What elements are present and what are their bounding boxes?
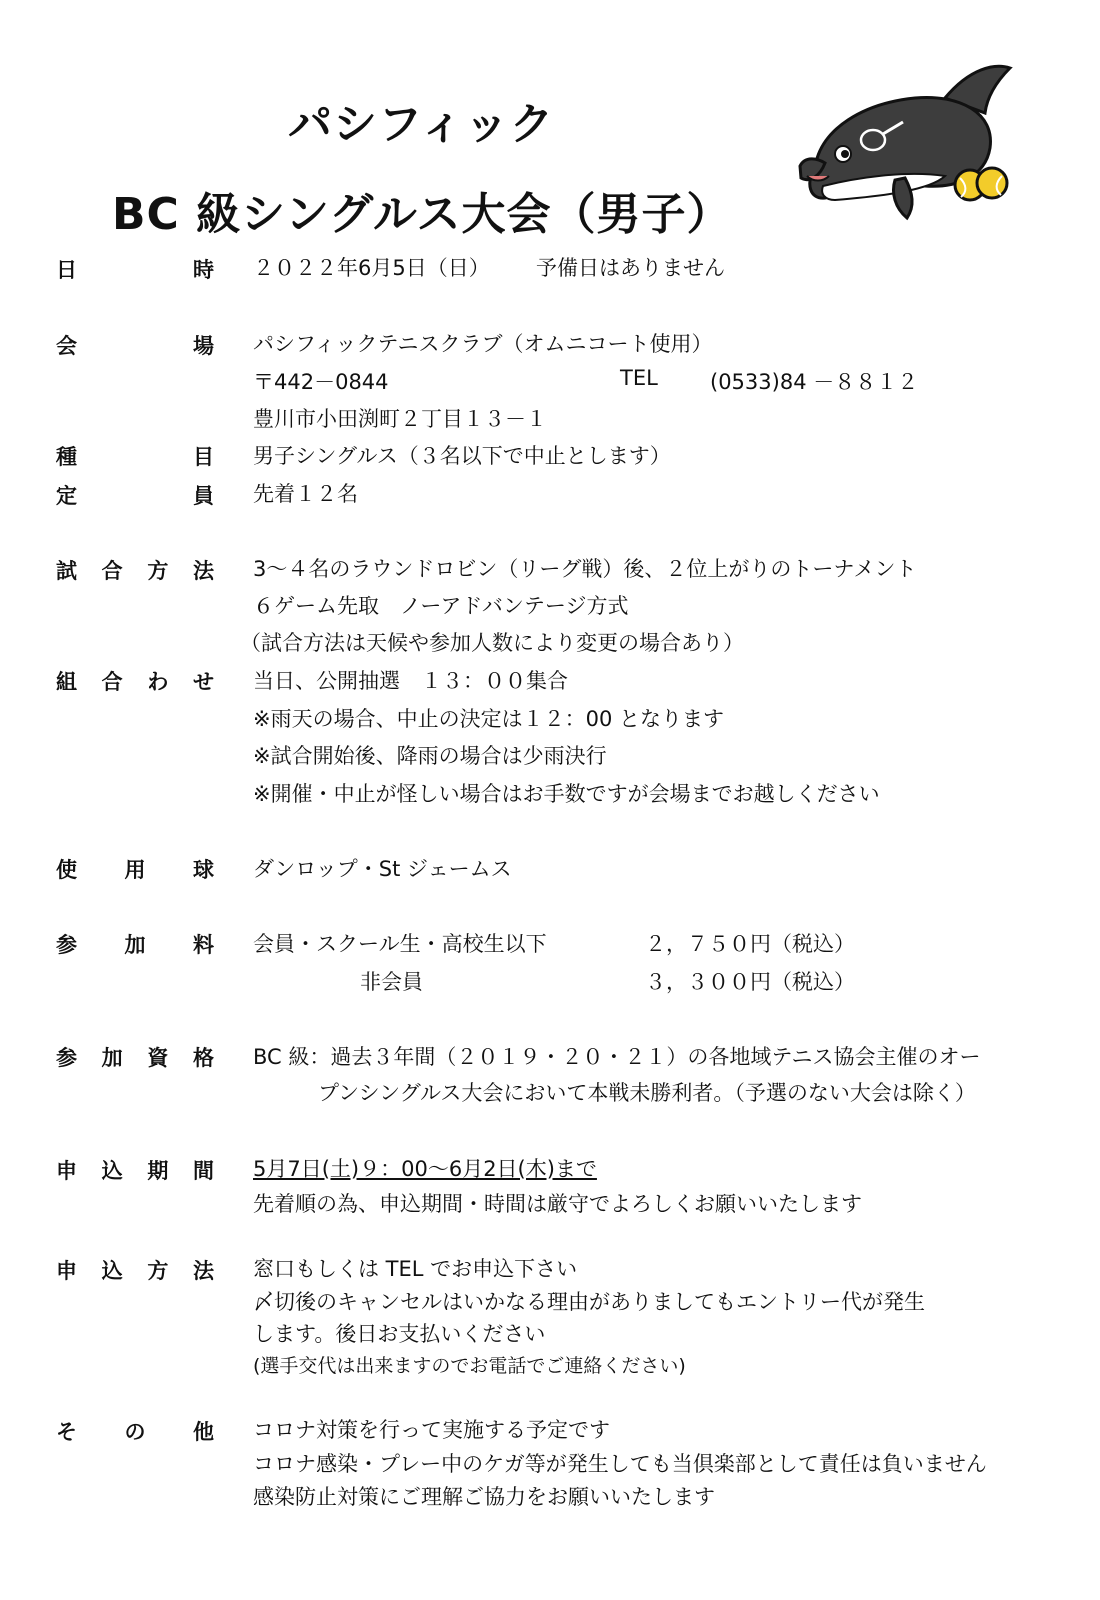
draw-line: 当日、公開抽選 １３：００集合 xyxy=(253,669,568,693)
label-char: 時 xyxy=(193,258,214,282)
method-line: 窓口もしくは TEL でお申込下さい xyxy=(253,1257,578,1281)
format-line: ６ゲーム先取 ノーアドバンテージ方式 xyxy=(253,594,629,618)
label-char: 加 xyxy=(124,933,146,957)
fee-nonmember-amount: ３，３００円（税込） xyxy=(645,970,855,994)
section-label xyxy=(56,555,214,585)
section-label xyxy=(56,254,214,284)
other-line: コロナ感染・プレー中のケガ等が発生しても当倶楽部として責任は負いません xyxy=(253,1452,987,1476)
section-label xyxy=(56,929,214,959)
label-char: 種 xyxy=(56,445,77,469)
label-char: 間 xyxy=(192,1159,214,1183)
period-note: 先着順の為、申込期間・時間は厳守でよろしくお願いいたします xyxy=(253,1192,862,1216)
fee-member-label: 会員・スクール生・高校生以下 xyxy=(253,932,547,956)
page-title-line1: パシフィック xyxy=(288,99,555,150)
label-char: せ xyxy=(192,670,214,694)
method-line: 〆切後のキャンセルはいかなる理由がありましてもエントリー代が発生 xyxy=(253,1290,925,1314)
label-char: 資 xyxy=(147,1046,169,1070)
other-line: コロナ対策を行って実施する予定です xyxy=(253,1418,610,1442)
fee-member-amount: ２，７５０円（税込） xyxy=(645,932,855,956)
label-char: 加 xyxy=(101,1046,123,1070)
label-char: 他 xyxy=(193,1420,214,1444)
label-char: 組 xyxy=(56,670,77,694)
label-char: 用 xyxy=(124,858,146,882)
venue-address: 豊川市小田渕町２丁目１３－１ xyxy=(253,407,547,431)
method-line: します。後日お支払いください xyxy=(253,1322,546,1346)
label-char: 申 xyxy=(56,1159,77,1183)
section-label xyxy=(56,666,214,696)
label-char: 球 xyxy=(193,858,214,882)
application-period: 5月7日(土)９：00～6月2日(木)まで xyxy=(253,1157,597,1181)
section-label xyxy=(56,441,214,471)
page-title-line2: BC 級シングルス大会（男子） xyxy=(112,189,732,240)
section-label xyxy=(56,330,214,360)
label-char: の xyxy=(124,1420,146,1444)
label-char: 使 xyxy=(56,858,77,882)
label-char: 会 xyxy=(56,334,77,358)
eligibility-line: プンシングルス大会において本戦未勝利者。（予選のない大会は除く） xyxy=(318,1081,976,1105)
label-char: 方 xyxy=(147,559,169,583)
venue-postal-code: 〒442－0844 xyxy=(253,370,389,394)
label-char: そ xyxy=(56,1420,77,1444)
label-char: 場 xyxy=(193,334,214,358)
venue-tel: (0533)84 －８８１２ xyxy=(710,370,919,394)
section-label xyxy=(56,1416,214,1446)
capacity-value: 先着１２名 xyxy=(253,482,358,506)
label-char: 料 xyxy=(193,933,214,957)
label-char: 法 xyxy=(192,559,214,583)
label-char: 法 xyxy=(192,1259,214,1283)
format-line: （試合方法は天候や参加人数により変更の場合あり） xyxy=(240,631,744,655)
label-char: 合 xyxy=(101,670,123,694)
section-label xyxy=(56,1042,214,1072)
section-label xyxy=(56,1155,214,1185)
section-label xyxy=(56,854,214,884)
label-char: 定 xyxy=(56,484,77,508)
label-char: 試 xyxy=(56,559,77,583)
label-char: 参 xyxy=(56,1046,77,1070)
other-line: 感染防止対策にご理解ご協力をお願いいたします xyxy=(253,1485,715,1509)
label-char: 方 xyxy=(147,1259,169,1283)
label-char: 申 xyxy=(56,1259,77,1283)
label-char: 合 xyxy=(101,559,123,583)
label-char: 格 xyxy=(192,1046,214,1070)
label-char: わ xyxy=(147,670,169,694)
draw-line: ※開催・中止が怪しい場合はお手数ですが会場までお越しください xyxy=(253,782,880,806)
section-label xyxy=(56,1255,214,1285)
fee-nonmember-label: 非会員 xyxy=(360,970,423,994)
ball-value: ダンロップ・St ジェームス xyxy=(253,857,512,881)
label-char: 込 xyxy=(101,1259,123,1283)
method-line: (選手交代は出来ますのでお電話でご連絡ください) xyxy=(253,1355,686,1377)
draw-line: ※雨天の場合、中止の決定は１２：00 となります xyxy=(253,707,724,731)
label-char: 目 xyxy=(193,445,214,469)
venue-tel-label: TEL xyxy=(620,366,658,390)
label-char: 参 xyxy=(56,933,77,957)
eligibility-line: BC 級：過去３年間（２０１９・２０・２１）の各地域テニス協会主催のオー xyxy=(253,1045,981,1069)
label-char: 込 xyxy=(101,1159,123,1183)
format-line: 3～４名のラウンドロビン（リーグ戦）後、２位上がりのトーナメント xyxy=(253,557,917,581)
label-char: 日 xyxy=(56,258,77,282)
venue-name: パシフィックテニスクラブ（オムニコート使用） xyxy=(253,332,713,356)
draw-line: ※試合開始後、降雨の場合は少雨決行 xyxy=(253,744,607,768)
label-char: 期 xyxy=(147,1159,169,1183)
dolphin-tennis-mascot-icon xyxy=(795,58,1035,228)
event-date-note: 予備日はありません xyxy=(536,256,725,280)
section-label xyxy=(56,480,214,510)
label-char: 員 xyxy=(193,484,214,508)
event-date: ２０２２年6月5日（日） xyxy=(253,256,490,280)
event-value: 男子シングルス（３名以下で中止とします） xyxy=(253,444,671,468)
